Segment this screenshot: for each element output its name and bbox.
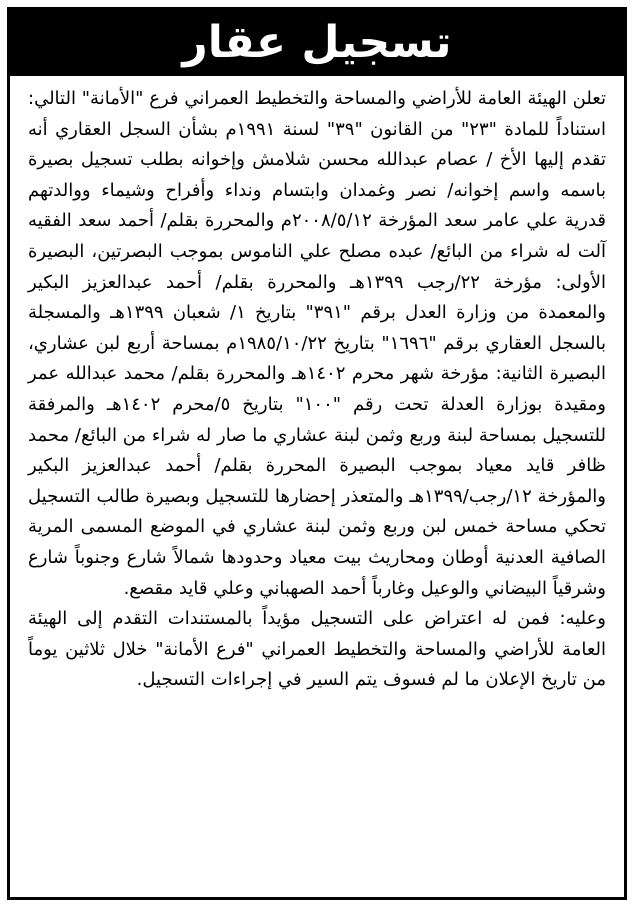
notice-body (10, 76, 624, 696)
notice-paragraph-objection: وعليه: فمن له اعتراض على التسجيل مؤيداً بالمستندات التقدم إلى الهيئة العامة للأراضي والمساحة والتخطيط العمراني "فرع الأمانة" خلال ثلاثين يوماً من تاريخ الإعلان ما لم فسوف يتم السير في إجراءات التسجيل. (28, 608, 606, 691)
notice-title: تسجيل عقار (182, 17, 452, 68)
notice-header (10, 10, 624, 76)
notice-frame (7, 7, 627, 900)
notice-paragraph-main: تعلن الهيئة العامة للأراضي والمساحة والتخطيط العمراني فرع "الأمانة" التالي: استناداً للمادة "٢٣" من القانون "٣٩" لسنة ١٩٩١م بشأن السجل العقاري أنه تقدم إليها الأخ / عصام عبدالله محسن شلامش وإخوانه بطلب تسجيل بصيرة باسمه واسم إخوانه/ نصر وغمدان وابتسام ونداء وأفراح وشيماء ووالدتهم قدرية علي عامر سعد المؤرخة ٢٠٠٨/٥/١٢م والمحررة بقلم/ أحمد سعد الفقيه آلت له شراء من البائع/ عبده مصلح علي الناموس بموجب البصرتين، البصيرة الأولى: مؤرخة ٢٢/رجب ١٣٩٩هـ والمحررة بقلم/ أحمد عبدالعزيز البكير والمعمدة من وزارة العدل برقم "٣٩١" بتاريخ ١/ شعبان ١٣٩٩هـ والمسجلة بالسجل العقاري برقم "١٦٩٦" بتاريخ ١٩٨٥/١٠/٢٢م بمساحة أربع لبن عشاري، البصيرة الثانية: مؤرخة شهر محرم ١٤٠٢هـ والمحررة بقلم/ محمد عبدالله عمر ومقيدة بوزارة العدلة تحت رقم "١٠٠" بتاريخ ٥/محرم ١٤٠٢هـ والمرفقة للتسجيل بمساحة لبنة وربع وثمن لبنة عشاري ما صار له شراء من البائع/ محمد ظافر قايد معياد بموجب البصيرة المحررة بقلم/ أحمد عبدالعزيز البكير والمؤرخة ١٢/رجب/١٣٩٩هـ والمتعذر إحضارها للتسجيل وبصيرة طالب التسجيل تحكي مساحة خمس لبن وربع وثمن لبنة عشاري في الموضع المسمى المرية الصافية العدنية أوطان ومحاريث بيت معياد وحدودها شمالاً شارع وجنوباً شارع وشرقياً البيضاني والوعيل وغارباً أحمد الصهباني وعلي قايد مقصع. (28, 88, 607, 599)
